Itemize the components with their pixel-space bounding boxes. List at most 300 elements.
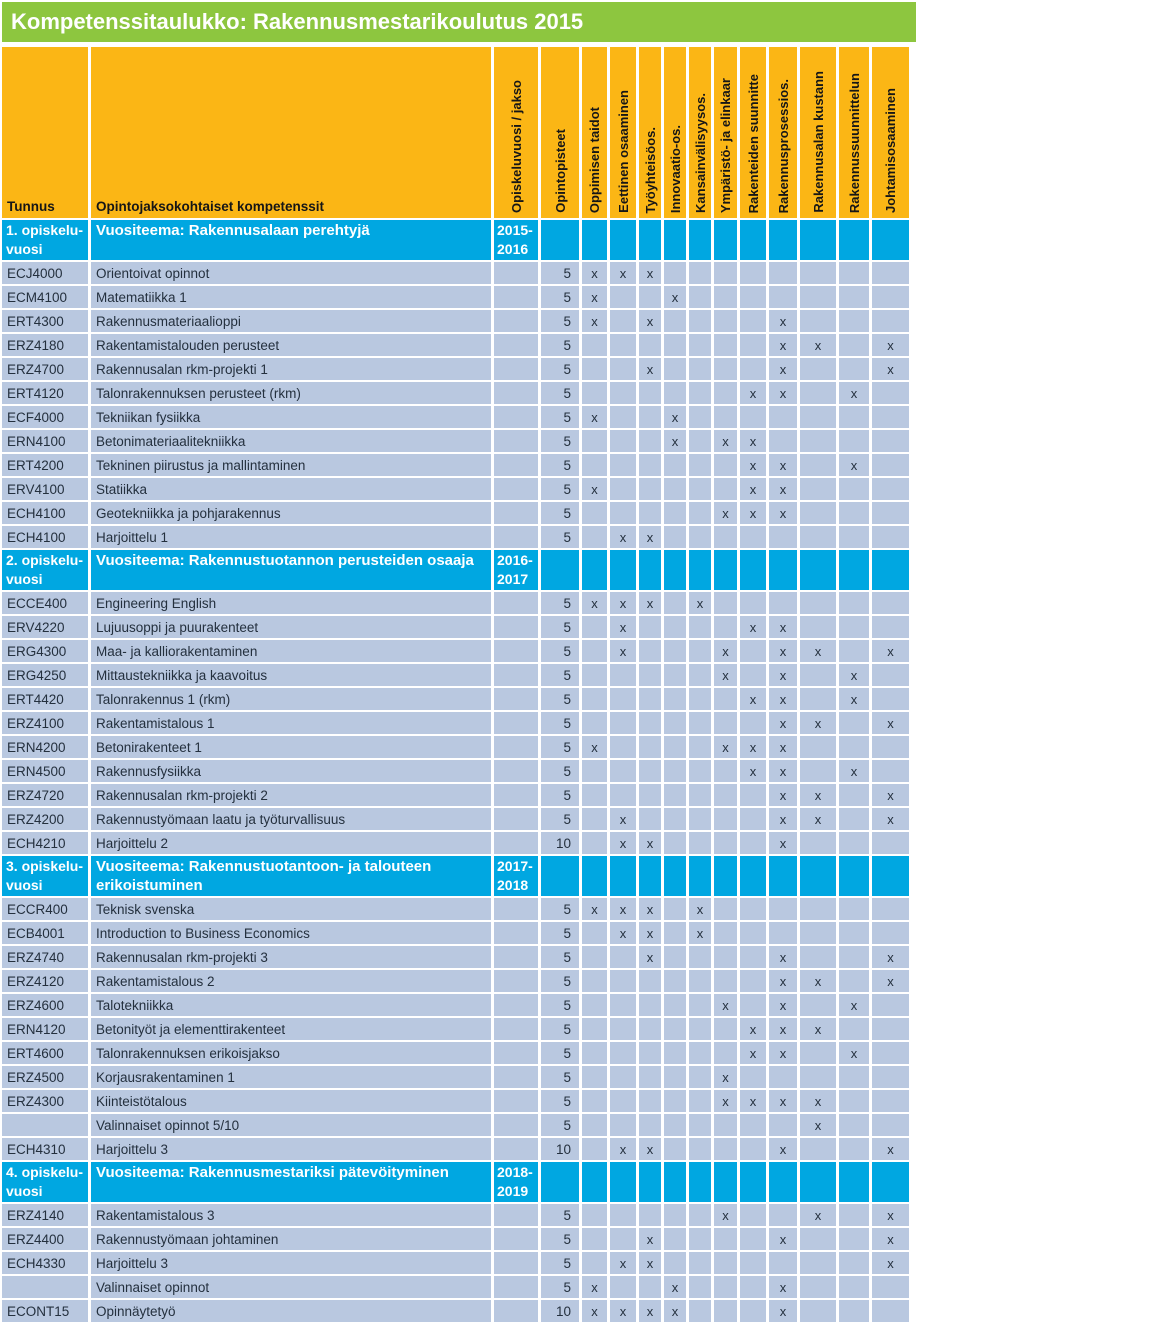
competence-mark-cell: [872, 262, 909, 284]
credits-cell: 5: [541, 1090, 579, 1112]
competence-mark-cell: [740, 898, 766, 920]
competence-mark-cell: [714, 526, 737, 548]
page-title: Kompetenssitaulukko: Rakennusmestarikoulutus 2015: [11, 9, 584, 34]
competence-mark-cell: [610, 1276, 636, 1298]
credits-cell: 5: [541, 430, 579, 452]
course-name-cell: Talotekniikka: [91, 994, 491, 1016]
course-name-cell: Rakentamistalous 3: [91, 1204, 491, 1226]
course-name-cell: Valinnaiset opinnot: [91, 1276, 491, 1298]
competence-mark-cell: [872, 616, 909, 638]
competence-mark-cell: [582, 334, 607, 356]
table-row: [2, 898, 909, 920]
competence-mark-cell: [839, 970, 869, 992]
competence-mark-cell: [639, 1204, 661, 1226]
table-row: [2, 1204, 909, 1226]
course-name-cell: Valinnaiset opinnot 5/10: [91, 1114, 491, 1136]
competence-mark-cell: [639, 454, 661, 476]
period-cell: [494, 1090, 538, 1112]
course-code-cell: ERT4300: [2, 310, 88, 332]
course-name-cell: Opinnäytetyö: [91, 1300, 491, 1322]
competence-mark-cell: [872, 922, 909, 944]
competence-mark-cell: [839, 1114, 869, 1136]
section-year-line: vuosi: [6, 877, 43, 893]
competence-mark-cell: x: [769, 358, 797, 380]
credits-cell: 5: [541, 1114, 579, 1136]
section-empty-cell: [872, 1162, 909, 1202]
section-empty-cell: [610, 1162, 636, 1202]
competence-mark-cell: x: [839, 664, 869, 686]
section-empty-cell: [769, 550, 797, 590]
competence-mark-cell: [769, 286, 797, 308]
competence-mark-cell: [839, 922, 869, 944]
section-row: [2, 856, 909, 896]
section-empty-cell: [664, 550, 686, 590]
table-row: [2, 712, 909, 734]
competence-mark-cell: [664, 898, 686, 920]
section-row: [2, 1162, 909, 1202]
competence-mark-cell: x: [769, 382, 797, 404]
competence-mark-cell: [740, 784, 766, 806]
competence-mark-cell: [872, 454, 909, 476]
competence-mark-cell: [800, 502, 836, 524]
header-competence-5: [689, 47, 711, 218]
course-name-cell: Rakentamistalous 1: [91, 712, 491, 734]
competence-mark-cell: x: [740, 454, 766, 476]
competence-mark-cell: [800, 1300, 836, 1322]
competence-mark-cell: [839, 1252, 869, 1274]
course-code-cell: ECM4100: [2, 286, 88, 308]
competence-mark-cell: [664, 262, 686, 284]
section-empty-cell: [664, 856, 686, 896]
competence-mark-cell: [839, 334, 869, 356]
period-cell: [494, 1018, 538, 1040]
table-row: [2, 592, 909, 614]
header-tunnus: Tunnus: [2, 47, 88, 218]
credits-cell: 5: [541, 946, 579, 968]
course-name-cell: Harjoittelu 3: [91, 1252, 491, 1274]
competence-mark-cell: [689, 502, 711, 524]
section-empty-cell: [582, 550, 607, 590]
credits-cell: 5: [541, 784, 579, 806]
competence-mark-cell: [639, 1018, 661, 1040]
competence-mark-cell: [800, 592, 836, 614]
competence-mark-cell: [800, 406, 836, 428]
section-theme-cell: Vuositeema: Rakennustuotantoon- ja talouteen erikoistuminen: [91, 856, 491, 896]
competence-mark-cell: [740, 1252, 766, 1274]
competence-mark-cell: x: [769, 970, 797, 992]
competence-mark-cell: [664, 1252, 686, 1274]
competence-mark-cell: [714, 688, 737, 710]
competence-mark-cell: [839, 946, 869, 968]
header-competence-2: [610, 47, 636, 218]
competence-mark-cell: x: [610, 526, 636, 548]
competence-mark-cell: [714, 808, 737, 830]
table-row: [2, 358, 909, 380]
competence-mark-cell: [769, 1252, 797, 1274]
competence-mark-cell: [740, 1228, 766, 1250]
course-code-cell: ERZ4600: [2, 994, 88, 1016]
competence-mark-cell: x: [872, 334, 909, 356]
competence-mark-cell: [872, 592, 909, 614]
table-row: [2, 334, 909, 356]
rotated-header-label: Rakenteiden suunnitte: [745, 73, 761, 213]
period-cell: [494, 1114, 538, 1136]
competence-mark-cell: [639, 1090, 661, 1112]
competence-mark-cell: [689, 430, 711, 452]
course-code-cell: ECH4100: [2, 526, 88, 548]
section-empty-cell: [769, 220, 797, 260]
course-code-cell: [2, 1276, 88, 1298]
competence-mark-cell: [714, 262, 737, 284]
competence-mark-cell: [610, 1204, 636, 1226]
competence-mark-cell: [839, 1228, 869, 1250]
table-row: [2, 736, 909, 758]
competence-mark-cell: [714, 382, 737, 404]
competence-mark-cell: x: [664, 1300, 686, 1322]
section-empty-cell: [740, 220, 766, 260]
competence-mark-cell: [800, 736, 836, 758]
course-name-cell: Tekninen piirustus ja mallintaminen: [91, 454, 491, 476]
table-row: [2, 286, 909, 308]
credits-cell: 5: [541, 478, 579, 500]
section-empty-cell: [839, 550, 869, 590]
section-empty-cell: [582, 220, 607, 260]
period-cell: [494, 358, 538, 380]
course-code-cell: ERN4120: [2, 1018, 88, 1040]
competence-mark-cell: x: [769, 664, 797, 686]
competence-mark-cell: x: [800, 970, 836, 992]
competence-mark-cell: [610, 334, 636, 356]
table-row: [2, 1018, 909, 1040]
course-name-cell: Rakennusmateriaalioppi: [91, 310, 491, 332]
section-empty-cell: [740, 1162, 766, 1202]
competence-mark-cell: [800, 1276, 836, 1298]
competence-mark-cell: [714, 310, 737, 332]
competence-mark-cell: x: [872, 640, 909, 662]
competence-mark-cell: [714, 1300, 737, 1322]
competence-mark-cell: x: [689, 898, 711, 920]
course-name-cell: Talonrakennuksen perusteet (rkm): [91, 382, 491, 404]
course-name-cell: Orientoivat opinnot: [91, 262, 491, 284]
competence-mark-cell: [689, 736, 711, 758]
section-empty-cell: [639, 856, 661, 896]
competence-mark-cell: x: [610, 1252, 636, 1274]
competence-mark-cell: [740, 358, 766, 380]
section-period-line: 2019: [497, 1183, 529, 1199]
course-code-cell: ERN4200: [2, 736, 88, 758]
course-code-cell: ERZ4200: [2, 808, 88, 830]
competence-mark-cell: [689, 286, 711, 308]
competence-mark-cell: [689, 1252, 711, 1274]
competence-mark-cell: [740, 970, 766, 992]
competence-mark-cell: [689, 334, 711, 356]
competence-mark-cell: x: [769, 1138, 797, 1160]
course-code-cell: ERZ4120: [2, 970, 88, 992]
competence-mark-cell: x: [769, 454, 797, 476]
competence-mark-cell: [639, 664, 661, 686]
rotated-header-label: Rakennusprosessios.: [775, 78, 791, 213]
period-cell: [494, 640, 538, 662]
period-cell: [494, 760, 538, 782]
competence-mark-cell: [689, 688, 711, 710]
period-cell: [494, 1204, 538, 1226]
rotated-header-label: Rakennusalan kustann: [810, 71, 826, 213]
competence-mark-cell: [872, 1090, 909, 1112]
competence-mark-cell: x: [769, 1018, 797, 1040]
competence-mark-cell: x: [740, 478, 766, 500]
competence-mark-cell: [582, 358, 607, 380]
competence-mark-cell: [839, 640, 869, 662]
competence-mark-cell: [610, 382, 636, 404]
competence-mark-cell: [714, 898, 737, 920]
course-name-cell: Lujuusoppi ja puurakenteet: [91, 616, 491, 638]
section-empty-cell: [714, 856, 737, 896]
competence-mark-cell: x: [639, 592, 661, 614]
competence-mark-cell: [714, 1276, 737, 1298]
period-cell: [494, 664, 538, 686]
period-cell: [494, 1042, 538, 1064]
section-empty-cell: [714, 220, 737, 260]
competence-mark-cell: x: [639, 358, 661, 380]
competence-mark-cell: [582, 1204, 607, 1226]
competence-mark-cell: [639, 994, 661, 1016]
section-year-cell: [2, 1162, 88, 1202]
competence-mark-cell: [839, 592, 869, 614]
competence-mark-cell: [769, 922, 797, 944]
table-row: [2, 640, 909, 662]
competence-mark-cell: [872, 286, 909, 308]
competence-mark-cell: [610, 286, 636, 308]
rotated-header-label: Johtamisosaaminen: [883, 88, 898, 213]
section-empty-cell: [872, 856, 909, 896]
competence-mark-cell: [689, 526, 711, 548]
header-competence-1: [582, 47, 607, 218]
competence-mark-cell: x: [610, 1300, 636, 1322]
section-empty-cell: [689, 550, 711, 590]
table-row: [2, 382, 909, 404]
competence-mark-cell: x: [639, 946, 661, 968]
course-code-cell: ERZ4180: [2, 334, 88, 356]
competence-mark-cell: x: [740, 1018, 766, 1040]
competence-mark-cell: x: [769, 640, 797, 662]
rotated-header-label: Opintopisteet: [552, 129, 568, 213]
competence-mark-cell: [714, 946, 737, 968]
competence-mark-cell: [740, 526, 766, 548]
competence-mark-cell: [689, 1138, 711, 1160]
competence-mark-cell: [800, 526, 836, 548]
credits-cell: 5: [541, 1018, 579, 1040]
competence-mark-cell: x: [769, 1228, 797, 1250]
course-name-cell: Harjoittelu 3: [91, 1138, 491, 1160]
competence-mark-cell: [610, 970, 636, 992]
section-empty-cell: [839, 856, 869, 896]
section-empty-cell: [740, 550, 766, 590]
competence-mark-cell: [664, 1228, 686, 1250]
competence-mark-cell: [714, 334, 737, 356]
competence-mark-cell: [639, 688, 661, 710]
header-competence-8: [769, 47, 797, 218]
competence-mark-cell: [872, 664, 909, 686]
section-empty-cell: [769, 1162, 797, 1202]
competence-mark-cell: x: [740, 1042, 766, 1064]
competence-mark-cell: [639, 286, 661, 308]
competence-mark-cell: [610, 760, 636, 782]
table-row: [2, 526, 909, 548]
course-code-cell: ERT4200: [2, 454, 88, 476]
competence-mark-cell: [582, 664, 607, 686]
table-row: [2, 946, 909, 968]
competence-mark-cell: [664, 760, 686, 782]
competence-mark-cell: x: [582, 406, 607, 428]
section-empty-cell: [689, 856, 711, 896]
header-competence-10: [839, 47, 869, 218]
section-empty-cell: [541, 1162, 579, 1202]
header-opintopisteet: [541, 47, 579, 218]
course-code-cell: [2, 1114, 88, 1136]
competence-mark-cell: [664, 382, 686, 404]
competence-mark-cell: x: [769, 334, 797, 356]
competence-mark-cell: x: [639, 310, 661, 332]
course-name-cell: Kiinteistötalous: [91, 1090, 491, 1112]
credits-cell: 5: [541, 736, 579, 758]
competence-mark-cell: [839, 1066, 869, 1088]
competence-mark-cell: x: [839, 454, 869, 476]
competence-mark-cell: [664, 640, 686, 662]
section-period-cell: [494, 856, 538, 896]
competence-mark-cell: [664, 310, 686, 332]
competence-mark-cell: [740, 286, 766, 308]
competence-mark-cell: [689, 382, 711, 404]
rotated-header-label: Työyhteisöos.: [642, 126, 658, 213]
competence-mark-cell: [664, 808, 686, 830]
section-theme-cell: Vuositeema: Rakennusalaan perehtyjä: [91, 220, 491, 260]
competence-mark-cell: [582, 526, 607, 548]
competence-mark-cell: [740, 262, 766, 284]
competence-mark-cell: x: [769, 478, 797, 500]
competence-mark-cell: x: [769, 808, 797, 830]
header-competence-3: [639, 47, 661, 218]
competence-mark-cell: [839, 358, 869, 380]
course-name-cell: Maa- ja kalliorakentaminen: [91, 640, 491, 662]
competence-mark-cell: [664, 832, 686, 854]
competence-mark-cell: x: [610, 616, 636, 638]
section-year-line: vuosi: [6, 571, 43, 587]
competence-mark-cell: [689, 358, 711, 380]
competence-mark-cell: [872, 1018, 909, 1040]
course-code-cell: ECCR400: [2, 898, 88, 920]
period-cell: [494, 502, 538, 524]
section-empty-cell: [800, 550, 836, 590]
competence-mark-cell: [664, 616, 686, 638]
competence-mark-cell: [714, 358, 737, 380]
competence-mark-cell: [689, 1276, 711, 1298]
competence-mark-cell: [639, 1066, 661, 1088]
competence-mark-cell: [639, 406, 661, 428]
competence-mark-cell: [872, 994, 909, 1016]
competence-mark-cell: [769, 430, 797, 452]
competence-mark-cell: [714, 616, 737, 638]
course-code-cell: ERZ4300: [2, 1090, 88, 1112]
credits-cell: 5: [541, 640, 579, 662]
course-code-cell: ECONT15: [2, 1300, 88, 1322]
competence-mark-cell: x: [839, 1042, 869, 1064]
competence-mark-cell: x: [714, 502, 737, 524]
competence-mark-cell: x: [800, 1018, 836, 1040]
course-code-cell: ERZ4500: [2, 1066, 88, 1088]
competence-mark-cell: [664, 1114, 686, 1136]
competence-mark-cell: [582, 1066, 607, 1088]
section-theme-cell: Vuositeema: Rakennusmestariksi pätevöityminen: [91, 1162, 491, 1202]
competence-mark-cell: [582, 616, 607, 638]
competence-mark-cell: [610, 946, 636, 968]
section-period-line: 2017: [497, 571, 529, 587]
competence-mark-cell: [714, 832, 737, 854]
competence-mark-cell: [582, 1138, 607, 1160]
period-cell: [494, 898, 538, 920]
competence-mark-cell: x: [582, 592, 607, 614]
competence-mark-cell: [740, 592, 766, 614]
competence-mark-cell: [714, 478, 737, 500]
competence-mark-cell: [740, 406, 766, 428]
section-empty-cell: [541, 550, 579, 590]
competence-mark-cell: [639, 760, 661, 782]
competence-mark-cell: x: [610, 832, 636, 854]
competence-mark-cell: [714, 592, 737, 614]
competence-mark-cell: x: [582, 736, 607, 758]
competence-mark-cell: x: [839, 382, 869, 404]
competence-mark-cell: [689, 1300, 711, 1322]
competence-mark-cell: [582, 1018, 607, 1040]
competence-mark-cell: x: [689, 592, 711, 614]
rotated-header-label: Opiskeluvuosi / jakso: [508, 80, 524, 213]
credits-cell: 5: [541, 1276, 579, 1298]
credits-cell: 5: [541, 334, 579, 356]
competence-mark-cell: [610, 712, 636, 734]
section-year-line: vuosi: [6, 241, 43, 257]
section-empty-cell: [689, 220, 711, 260]
table-row: [2, 1114, 909, 1136]
section-empty-cell: [541, 856, 579, 896]
course-name-cell: Rakentamistalouden perusteet: [91, 334, 491, 356]
section-year-cell: [2, 220, 88, 260]
section-period-line: 2017-: [497, 858, 533, 874]
competence-mark-cell: x: [664, 430, 686, 452]
section-empty-cell: [664, 1162, 686, 1202]
competence-mark-cell: [769, 526, 797, 548]
course-code-cell: ERN4100: [2, 430, 88, 452]
competence-mark-cell: x: [639, 922, 661, 944]
section-row: [2, 550, 909, 590]
competence-mark-cell: [689, 1018, 711, 1040]
competence-mark-cell: [639, 1042, 661, 1064]
competence-mark-cell: [610, 454, 636, 476]
competence-mark-cell: x: [610, 592, 636, 614]
competence-mark-cell: x: [639, 1252, 661, 1274]
course-name-cell: Rakennusalan rkm-projekti 1: [91, 358, 491, 380]
competence-mark-cell: [839, 502, 869, 524]
competence-mark-cell: x: [610, 898, 636, 920]
table-row: [2, 1300, 909, 1322]
competence-mark-cell: [714, 784, 737, 806]
table-row: [2, 784, 909, 806]
section-year-cell: [2, 550, 88, 590]
competence-mark-cell: [769, 406, 797, 428]
competence-mark-cell: [800, 382, 836, 404]
competence-mark-cell: x: [872, 358, 909, 380]
competence-mark-cell: [610, 664, 636, 686]
competence-mark-cell: [800, 1252, 836, 1274]
competence-mark-cell: [740, 1066, 766, 1088]
